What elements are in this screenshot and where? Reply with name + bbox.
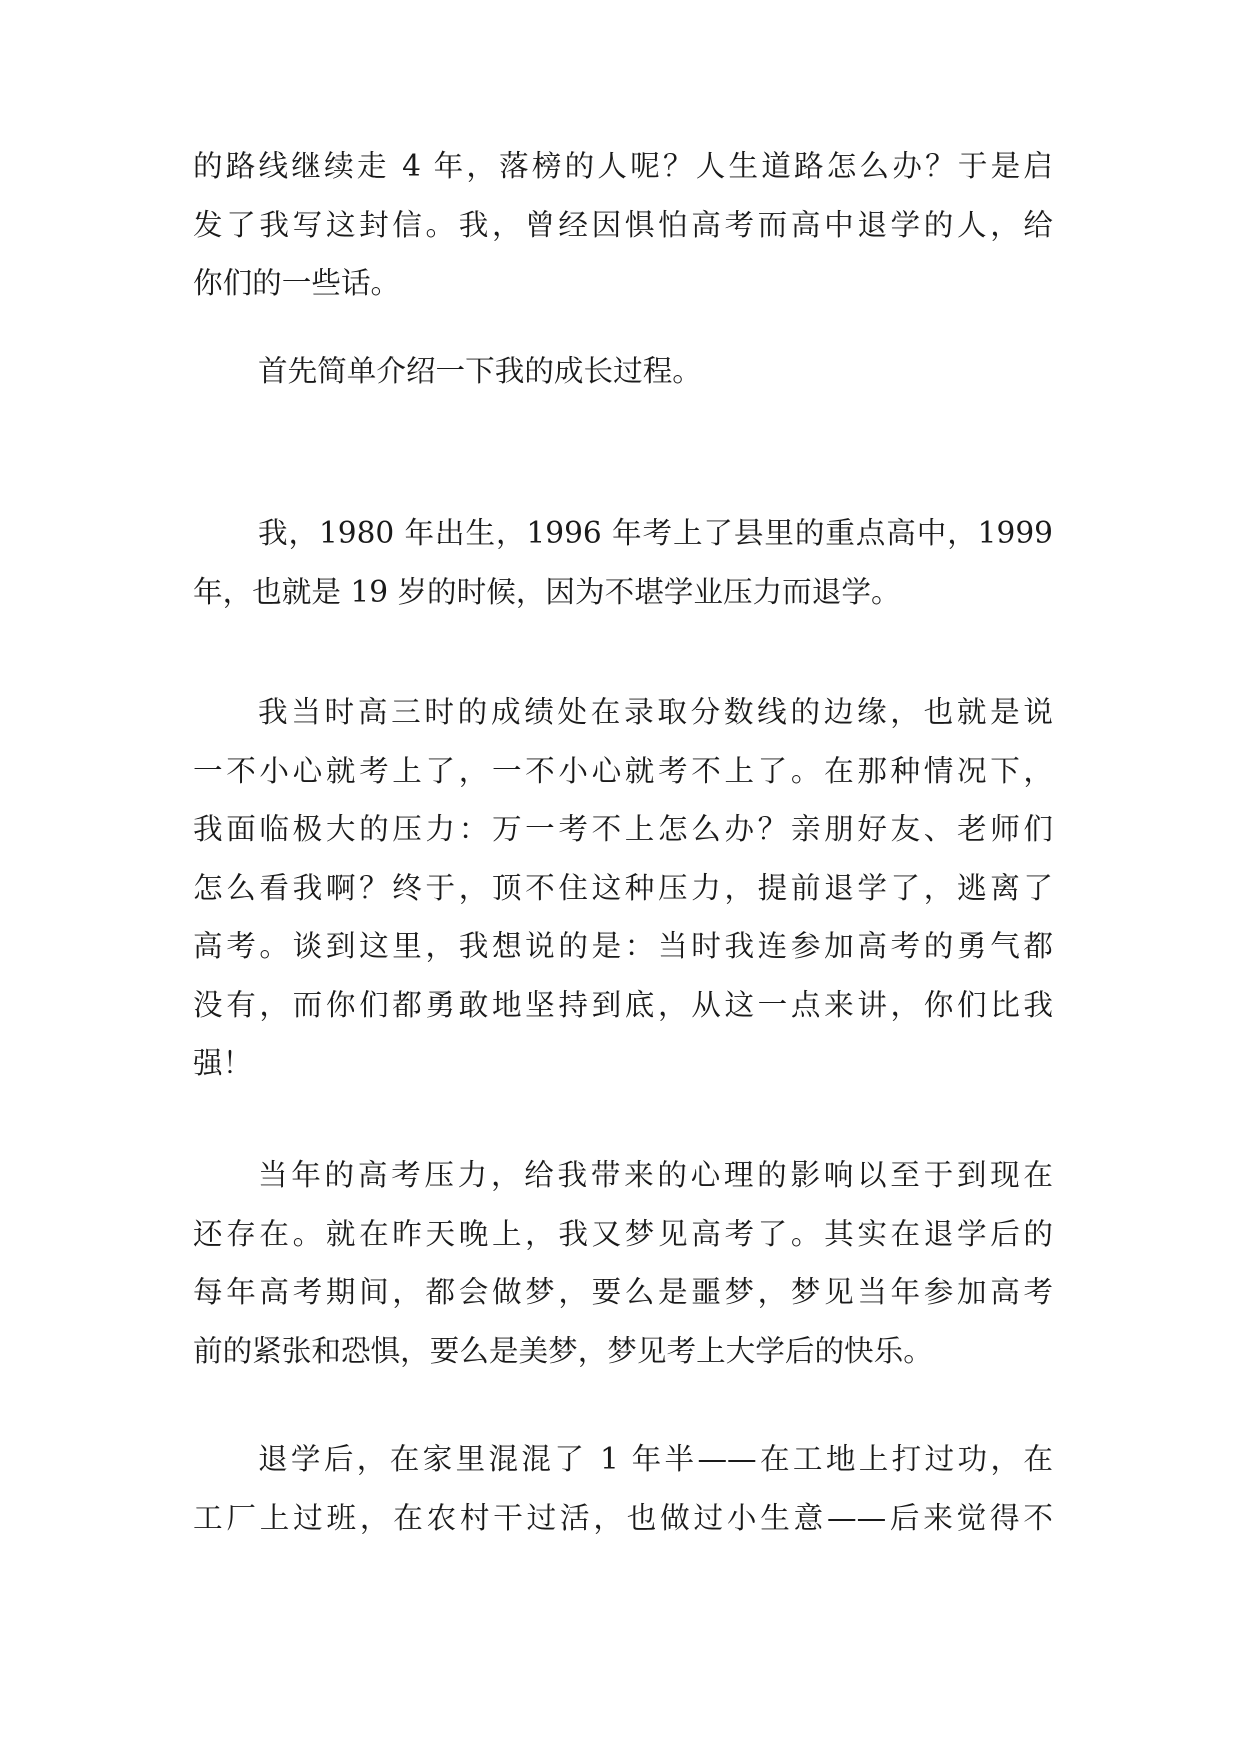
paragraph-1 (193, 137, 1053, 313)
text-line: 你们的一些话。 (193, 266, 401, 300)
text-line: 年，也就是 19 岁的时候，因为不堪学业压力而退学。 (193, 574, 901, 609)
text-line: 一不小心就考上了，一不小心就考不上了。在那种情况下， (193, 753, 1053, 788)
paragraph-2 (193, 342, 1053, 401)
paragraph-6 (193, 1430, 1053, 1547)
text-line: 我，1980 年出生，1996 年考上了县里的重点高中，1999 (258, 516, 1053, 550)
text-line: 还存在。就在昨天晚上，我又梦见高考了。其实在退学后的 (193, 1216, 1053, 1251)
text-line: 当年的高考压力，给我带来的心理的影响以至于到现在 (258, 1158, 1053, 1192)
paragraph-5 (193, 1146, 1053, 1380)
text-line: 没有，而你们都勇敢地坚持到底，从这一点来讲，你们比我 (193, 987, 1053, 1022)
text-line: 发了我写这封信。我，曾经因惧怕高考而高中退学的人，给 (193, 207, 1053, 242)
text-line: 怎么看我啊？终于，顶不住这种压力，提前退学了，逃离了 (193, 870, 1053, 905)
paragraph-3 (193, 504, 1053, 621)
text-line: 强！ (193, 1046, 253, 1080)
text-line: 退学后，在家里混混了 1 年半——在工地上打过功，在 (258, 1442, 1053, 1476)
text-line: 我面临极大的压力：万一考不上怎么办？亲朋好友、老师们 (193, 812, 1053, 846)
text-line: 前的紧张和恐惧，要么是美梦，梦见考上大学后的快乐。 (193, 1333, 933, 1368)
paragraph-4 (193, 683, 1053, 1093)
text-line: 高考。谈到这里，我想说的是：当时我连参加高考的勇气都 (193, 929, 1053, 963)
text-line: 工厂上过班，在农村干过活，也做过小生意——后来觉得不 (193, 1500, 1053, 1535)
text-line: 的路线继续走 4 年，落榜的人呢？人生道路怎么办？于是启 (193, 149, 1053, 183)
text-line: 我当时高三时的成绩处在录取分数线的边缘，也就是说 (258, 695, 1053, 729)
text-line: 每年高考期间，都会做梦，要么是噩梦，梦见当年参加高考 (193, 1275, 1053, 1309)
text-line: 首先简单介绍一下我的成长过程。 (258, 354, 702, 388)
